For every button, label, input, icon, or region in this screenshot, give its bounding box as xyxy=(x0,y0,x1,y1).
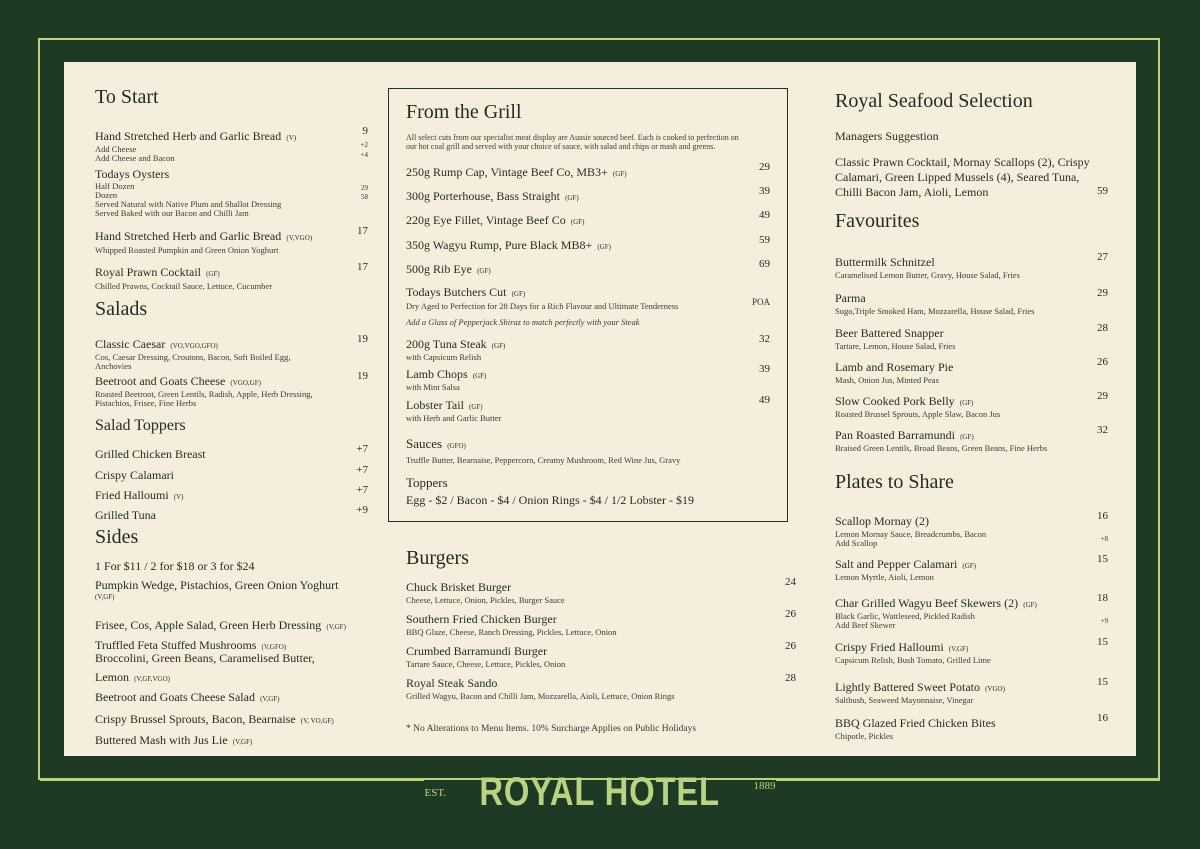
item-name: Buttermilk Schnitzel xyxy=(835,255,935,269)
item-tag: (GF) xyxy=(959,399,974,407)
item-desc: Lemon Myrtle, Aioli, Lemon xyxy=(835,572,934,582)
item-price: 59 xyxy=(759,234,770,246)
item-desc: Sugo,Triple Smoked Ham, Mozzarella, House Salad, Fries xyxy=(835,306,1035,316)
item-name: 200g Tuna Steak xyxy=(406,337,487,351)
menu-item xyxy=(95,125,368,163)
sauces-list: Truffle Butter, Bearnaise, Peppercorn, Creamy Mushroom, Red Wine Jus, Gravy xyxy=(406,455,681,465)
item-tag: (GF) xyxy=(597,243,611,251)
item-desc: Saltbush, Seaweed Mayonnaise, Vinegar xyxy=(835,695,974,705)
item-price: 15 xyxy=(1097,676,1108,688)
item-price: POA xyxy=(751,297,770,307)
item-price: +7 xyxy=(356,464,368,476)
item-name: Crispy Fried Halloumi xyxy=(835,640,944,654)
item-tag: (GF) xyxy=(491,342,506,350)
item-extra: Add Beef Skewer xyxy=(835,620,896,630)
item-price: 32 xyxy=(1097,424,1108,436)
menu-item xyxy=(406,258,770,277)
item-extra: Add Scallop xyxy=(835,538,878,548)
menu-item xyxy=(406,394,770,423)
item-extra: Add Cheese xyxy=(95,144,137,154)
item-price: 28 xyxy=(1097,322,1108,334)
item-price: 15 xyxy=(1097,636,1108,648)
item-price: +7 xyxy=(356,484,368,496)
menu-item xyxy=(835,424,1108,453)
item-desc: Mash, Onion Jus, Minted Peas xyxy=(835,375,939,385)
item-tag: (GF) xyxy=(511,290,526,298)
item-price: 17 xyxy=(357,261,368,273)
item-name: Frisee, Cos, Apple Salad, Green Herb Dressing xyxy=(95,618,322,632)
item-name: 300g Porterhouse, Bass Straight xyxy=(406,189,560,203)
item-tag: (GF) xyxy=(1023,601,1037,609)
item-tag: (GF) xyxy=(960,433,974,441)
pairing-note: Add a Glass of Pepperjack Shiraz to match perfectly with your Steak xyxy=(406,317,640,327)
item-name: Lobster Tail xyxy=(406,398,464,412)
item-name: 350g Wagyu Rump, Pure Black MB8+ xyxy=(406,238,593,252)
item-desc: Lemon Mornay Sauce, Breadcrumbs, Bacon xyxy=(835,529,987,539)
item-desc: Tartare Sauce, Cheese, Lettuce, Pickles, Onion xyxy=(406,659,566,669)
item-price: +9 xyxy=(356,504,368,516)
menu-card xyxy=(64,62,1136,756)
menu-item xyxy=(835,251,1108,280)
item-name: 250g Rump Cap, Vintage Beef Co, MB3+ xyxy=(406,165,608,179)
item-price: 26 xyxy=(1097,356,1108,368)
item-desc: with Mint Salsa xyxy=(406,382,460,392)
item-desc: with Herb and Garlic Butter xyxy=(406,413,502,423)
menu-item xyxy=(406,608,796,637)
item-name: Parma xyxy=(835,291,866,305)
item-desc: Anchovies xyxy=(95,361,132,371)
extra-price: +9 xyxy=(1100,617,1108,625)
brand-est: EST. xyxy=(424,786,447,799)
favourites-title: Favourites xyxy=(835,210,920,232)
toppers-title: Toppers xyxy=(406,475,448,490)
grill-title: From the Grill xyxy=(406,101,522,123)
item-desc: with Capsicum Relish xyxy=(406,352,482,362)
item-price: 18 xyxy=(1097,592,1108,604)
menu-item xyxy=(835,510,1108,548)
item-price: 19 xyxy=(357,333,368,345)
item-price: 32 xyxy=(759,333,770,345)
seafood-platter xyxy=(835,155,1108,200)
sauces xyxy=(406,433,770,465)
grill-box xyxy=(388,88,788,522)
item-price: +7 xyxy=(356,443,368,455)
item-tag: (GF) xyxy=(570,218,585,226)
item-tag: (GF) xyxy=(477,267,491,275)
item-price: 59 xyxy=(1097,185,1108,197)
brand-year: 1889 xyxy=(753,779,776,792)
item-name: Scallop Mornay (2) xyxy=(835,514,929,528)
menu-item xyxy=(95,333,368,371)
item-name: Char Grilled Wagyu Beef Skewers (2) xyxy=(835,596,1019,610)
item-name: Salt and Pepper Calamari xyxy=(835,557,958,571)
item-price: 39 xyxy=(759,185,770,197)
item-tag: (V,GF) xyxy=(948,645,969,653)
salads-title: Salads xyxy=(95,298,148,320)
item-desc: Capsicum Relish, Bush Tomato, Grilled Lime xyxy=(835,655,991,665)
item-desc: Cheese, Lettuce, Onion, Pickles, Burger Sauce xyxy=(406,595,565,605)
menu-item xyxy=(406,333,770,362)
seafood-subtitle: Managers Suggestion xyxy=(835,129,939,143)
item-name: Pumpkin Wedge, Pistachios, Green Onion Yoghurt xyxy=(95,578,339,592)
menu-item xyxy=(406,640,796,669)
item-desc: Roasted Beetroot, Green Lentils, Radish, Apple, Herb Dressing, xyxy=(95,389,313,399)
item-extra: Add Cheese and Bacon xyxy=(95,153,175,163)
item-name: Classic Caesar xyxy=(95,337,166,351)
sauces-title: Sauces xyxy=(406,436,443,451)
item-desc: Braised Green Lentils, Broad Beans, Green Beans, Fine Herbs xyxy=(835,443,1048,453)
item-price: 58 xyxy=(361,193,368,201)
extra-price: +8 xyxy=(1100,535,1108,543)
item-price: 28 xyxy=(785,672,796,684)
item-tag: (V,GF) xyxy=(95,593,115,601)
item-tag: (VO,VGO,GFO) xyxy=(170,342,218,350)
item-name: Lamb and Rosemary Pie xyxy=(835,360,954,374)
menu-item xyxy=(406,161,770,180)
menu-item xyxy=(95,484,368,503)
item-tag: (V,GF,VGO) xyxy=(134,675,170,683)
item-name: Hand Stretched Herb and Garlic Bread xyxy=(95,229,282,243)
item-price: 15 xyxy=(1097,553,1108,565)
item-tag: (V,GFO) xyxy=(261,643,287,651)
item-desc: Tartare, Lemon, House Salad, Fries xyxy=(835,341,956,351)
item-desc: Grilled Wagyu, Bacon and Chilli Jam, Mozzarella, Aioli, Lettuce, Onion Rings xyxy=(406,691,675,701)
item-desc: BBQ Glaze, Cheese, Ranch Dressing, Pickles, Lettuce, Onion xyxy=(406,627,617,637)
menu-item xyxy=(835,553,1108,582)
menu-item xyxy=(835,676,1108,705)
item-price: 39 xyxy=(759,363,770,375)
item-line: Served Natural with Native Plum and Shallot Dressing xyxy=(95,199,282,209)
menu-item xyxy=(835,356,1108,385)
item-price: 27 xyxy=(1097,251,1108,263)
menu-item xyxy=(835,322,1108,351)
item-desc: Whipped Roasted Pumpkin and Green Onion Yoghurt xyxy=(95,245,279,255)
menu-item xyxy=(406,281,770,311)
item-name: Crumbed Barramundi Burger xyxy=(406,644,548,658)
item-desc: Roasted Brussel Sprouts, Apple Slaw, Bacon Jus xyxy=(835,409,1001,419)
menu-item xyxy=(95,504,368,523)
sides-deal: 1 For $11 / 2 for $18 or 3 for $24 xyxy=(95,559,255,573)
item-tag: (V,GF) xyxy=(232,738,253,746)
item-name: Crispy Calamari xyxy=(95,468,174,482)
item-price: 29 xyxy=(1097,390,1108,402)
grill-toppers xyxy=(406,475,770,508)
item-price: 49 xyxy=(759,394,770,406)
menu-item xyxy=(406,185,770,204)
item-name: Grilled Chicken Breast xyxy=(95,447,206,461)
item-price: 9 xyxy=(362,125,368,137)
menu-item xyxy=(406,234,770,253)
item-price: 16 xyxy=(1097,712,1108,724)
item-desc: Caramelised Lemon Butter, Gravy, House Salad, Fries xyxy=(835,270,1020,280)
item-tag: (GF) xyxy=(565,194,579,202)
brand-name: ROYAL HOTEL xyxy=(479,770,720,814)
item-tag: (V) xyxy=(286,134,297,142)
item-name: Buttered Mash with Jus Lie xyxy=(95,733,228,747)
item-name: Hand Stretched Herb and Garlic Bread xyxy=(95,129,282,143)
menu-item xyxy=(406,672,796,701)
item-price: 26 xyxy=(785,608,796,620)
item-tag: (GF) xyxy=(612,170,627,178)
item-name: BBQ Glazed Fried Chicken Bites xyxy=(835,716,996,730)
item-tag: (VGO,GF) xyxy=(230,379,261,387)
brand-logo xyxy=(0,770,1200,815)
grill-intro: our hot coal grill and served with your choice of sauce, with salad and chips or mash and greens. xyxy=(406,142,716,151)
item-tag: (VGO) xyxy=(985,685,1005,693)
menu-item xyxy=(95,167,368,218)
item-name: Beetroot and Goats Cheese xyxy=(95,374,226,388)
item-name: Royal Steak Sando xyxy=(406,676,498,690)
item-tag: (GF) xyxy=(962,562,977,570)
menu-item xyxy=(835,636,1108,665)
item-name: Lamb Chops xyxy=(406,367,468,381)
item-name: Crispy Brussel Sprouts, Bacon, Bearnaise xyxy=(95,712,296,726)
item-name: Broccolini, Green Beans, Caramelised Butter, xyxy=(95,651,315,665)
item-tag: (GF) xyxy=(206,270,220,278)
item-tag: (V,GF) xyxy=(326,623,346,631)
menu-item xyxy=(406,576,796,605)
menu-item xyxy=(835,287,1108,316)
item-price: 49 xyxy=(759,209,770,221)
item-name: Lemon xyxy=(95,670,129,684)
toppers-list: Egg - $2 / Bacon - $4 / Onion Rings - $4 / 1/2 Lobster - $19 xyxy=(406,493,694,507)
item-name: Todays Butchers Cut xyxy=(406,285,507,299)
item-tag: (V,GF) xyxy=(260,695,280,703)
extra-price: +2 xyxy=(360,141,368,149)
menu-item xyxy=(95,578,368,601)
item-name: 220g Eye Fillet, Vintage Beef Co xyxy=(406,213,566,227)
sides-title: Sides xyxy=(95,526,139,548)
to-start-title: To Start xyxy=(95,86,159,108)
menu-item xyxy=(95,708,368,727)
item-tag: (V,VGO) xyxy=(286,234,313,242)
menu-item xyxy=(406,209,770,228)
item-tag: (GF) xyxy=(469,403,483,411)
item-price: 29 xyxy=(361,184,368,192)
menu-item xyxy=(406,363,770,392)
item-tag: (GFO) xyxy=(447,442,466,450)
item-price: 29 xyxy=(759,161,770,173)
item-line: Half Dozen xyxy=(95,181,135,191)
item-desc: Pistachios, Frisee, Fine Herbs xyxy=(95,398,197,408)
item-line: Served Baked with our Bacon and Chilli Jam xyxy=(95,208,249,218)
platter-line: Chilli Bacon Jam, Aioli, Lemon xyxy=(835,185,989,199)
item-name: Southern Fried Chicken Burger xyxy=(406,612,557,626)
item-name: Todays Oysters xyxy=(95,167,170,181)
item-name: Slow Cooked Pork Belly xyxy=(835,394,955,408)
item-name: Truffled Feta Stuffed Mushrooms xyxy=(95,638,257,652)
grill-intro: All select cuts from our specialist meat display are Aussie sourced beef. Each is cooked to perfection on xyxy=(406,133,739,142)
menu-item xyxy=(95,651,368,685)
item-tag: (GF) xyxy=(472,372,487,380)
item-name: Beer Battered Snapper xyxy=(835,326,944,340)
item-name: Royal Prawn Cocktail xyxy=(95,265,201,279)
menu-item xyxy=(835,712,1108,741)
item-name: Fried Halloumi xyxy=(95,488,169,502)
menu-item xyxy=(95,464,368,483)
item-price: 19 xyxy=(357,370,368,382)
platter-line: Calamari, Green Lipped Mussels (4), Seared Tuna, xyxy=(835,170,1080,184)
salad-toppers-title: Salad Toppers xyxy=(95,417,186,434)
footnote: * No Alterations to Menu Items. 10% Surcharge Applies on Public Holidays xyxy=(406,724,697,734)
menu-item xyxy=(835,390,1108,419)
seafood-title: Royal Seafood Selection xyxy=(835,90,1033,112)
item-price: 26 xyxy=(785,640,796,652)
menu-item xyxy=(95,729,368,748)
extra-price: +4 xyxy=(360,151,368,159)
item-desc: Chilled Prawns, Cocktail Sauce, Lettuce, Cucumber xyxy=(95,281,273,291)
item-name: Chuck Brisket Burger xyxy=(406,580,512,594)
item-desc: Cos, Caesar Dressing, Croutons, Bacon, Soft Boiled Egg, xyxy=(95,352,291,362)
item-price: 69 xyxy=(759,258,770,270)
item-name: Grilled Tuna xyxy=(95,508,157,522)
menu-item xyxy=(95,370,368,408)
item-price: 17 xyxy=(357,225,368,237)
item-tag: (V) xyxy=(173,493,184,501)
item-name: Pan Roasted Barramundi xyxy=(835,428,955,442)
item-line: Dozen xyxy=(95,190,118,200)
item-name: Beetroot and Goats Cheese Salad xyxy=(95,690,255,704)
platter-line: Classic Prawn Cocktail, Mornay Scallops (2), Crispy xyxy=(835,155,1090,169)
item-price: 16 xyxy=(1097,510,1108,522)
menu-item xyxy=(95,614,368,633)
menu-item xyxy=(95,261,368,291)
item-name: 500g Rib Eye xyxy=(406,262,472,276)
menu-item xyxy=(835,592,1108,630)
item-tag: (V, VO,GF) xyxy=(300,717,334,725)
item-desc: Dry Aged to Perfection for 28 Days for a Rich Flavour and Ultimate Tenderness xyxy=(406,301,679,311)
burgers-title: Burgers xyxy=(406,547,469,569)
menu-item xyxy=(95,225,368,255)
item-desc: Black Garlic, Wattleseed, Pickled Radish xyxy=(835,611,975,621)
menu-item xyxy=(95,686,368,705)
item-price: 29 xyxy=(1097,287,1108,299)
menu-item xyxy=(95,443,368,462)
plates-title: Plates to Share xyxy=(835,471,954,493)
item-desc: Chipotle, Pickles xyxy=(835,731,894,741)
item-price: 24 xyxy=(785,576,796,588)
item-name: Lightly Battered Sweet Potato xyxy=(835,680,980,694)
